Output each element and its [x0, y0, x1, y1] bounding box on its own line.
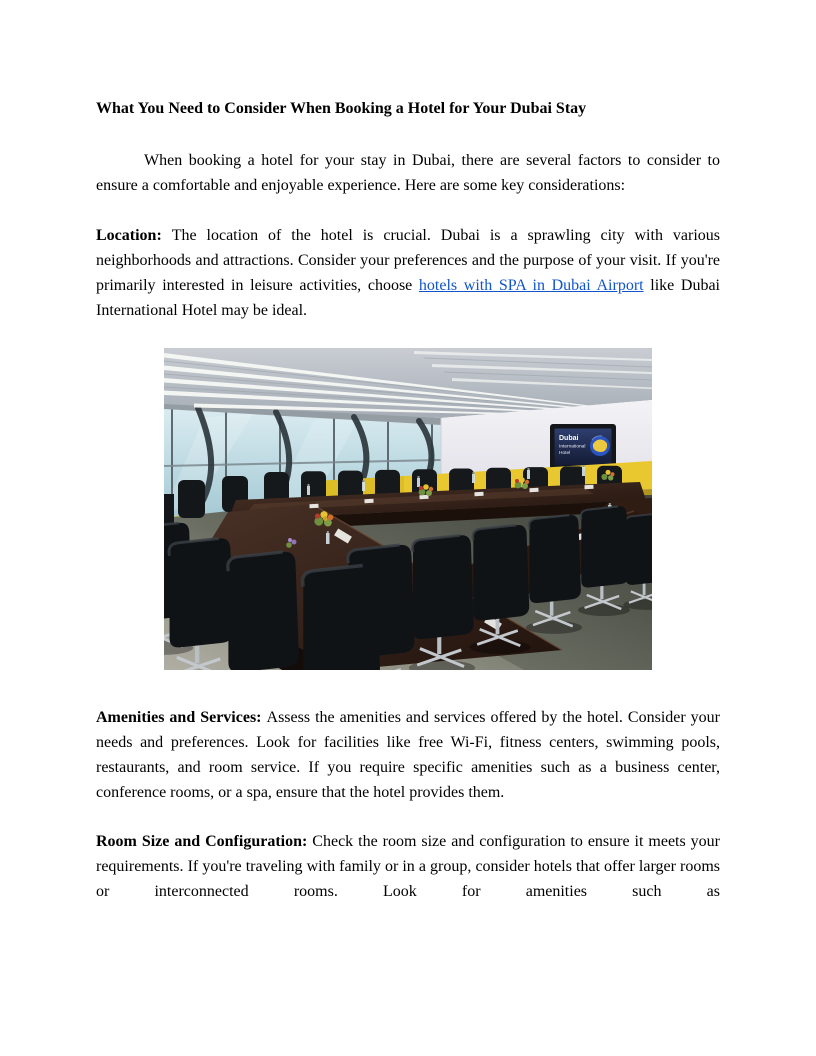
- paragraph-amenities: [96, 705, 720, 805]
- sign-line-2: International: [559, 444, 586, 450]
- spa-hotels-link[interactable]: hotels with SPA in Dubai Airport: [418, 277, 644, 294]
- conference-room-photo: [164, 348, 652, 670]
- bold-lead-in: Amenities and Services:: [96, 709, 267, 726]
- hotel-sign: [550, 424, 616, 470]
- text-run: Assess the amenities and services offered by the hotel. Consider your needs and preferences. Look for facilities like free Wi-Fi, fitness centers, swimming pools, restaurants, and room service. If you require specific amenities such as a business center, conference rooms, or a spa, ensure that the hotel provides them.: [96, 709, 721, 801]
- paragraph-location: [96, 223, 720, 323]
- paragraph-slot-before-figure: [96, 148, 720, 323]
- bold-lead-in: Location:: [96, 227, 172, 244]
- bold-lead-in: Room Size and Configuration:: [96, 833, 313, 850]
- page-title: What You Need to Consider When Booking a Hotel for Your Dubai Stay: [96, 100, 587, 117]
- paragraph-intro: [96, 148, 720, 198]
- text-run: like Dubai International Hotel may be ideal.: [96, 277, 721, 319]
- paragraph-slot-after-figure: [96, 705, 720, 904]
- sign-line-1: Dubai: [559, 435, 579, 442]
- conference-room-illustration: [164, 348, 652, 670]
- text-run: Check the room size and configuration to ensure it meets your requirements. If you're traveling with family or in a group, consider hotels that offer larger rooms or interconnected rooms. Look for amenities such as: [96, 833, 721, 900]
- text-run: The location of the hotel is crucial. Dubai is a sprawling city with various neighborhoods and attractions. Consider your preferences and the purpose of your visit. If you're primarily interested in leisure activities, choose: [96, 227, 720, 294]
- paragraph-room-size: [96, 829, 720, 904]
- text-run: When booking a hotel for your stay in Dubai, there are several factors to consider to ensure a comfortable and enjoyable experience. Here are some key considerations:: [96, 152, 720, 194]
- sign-line-3: Hotel: [559, 451, 571, 456]
